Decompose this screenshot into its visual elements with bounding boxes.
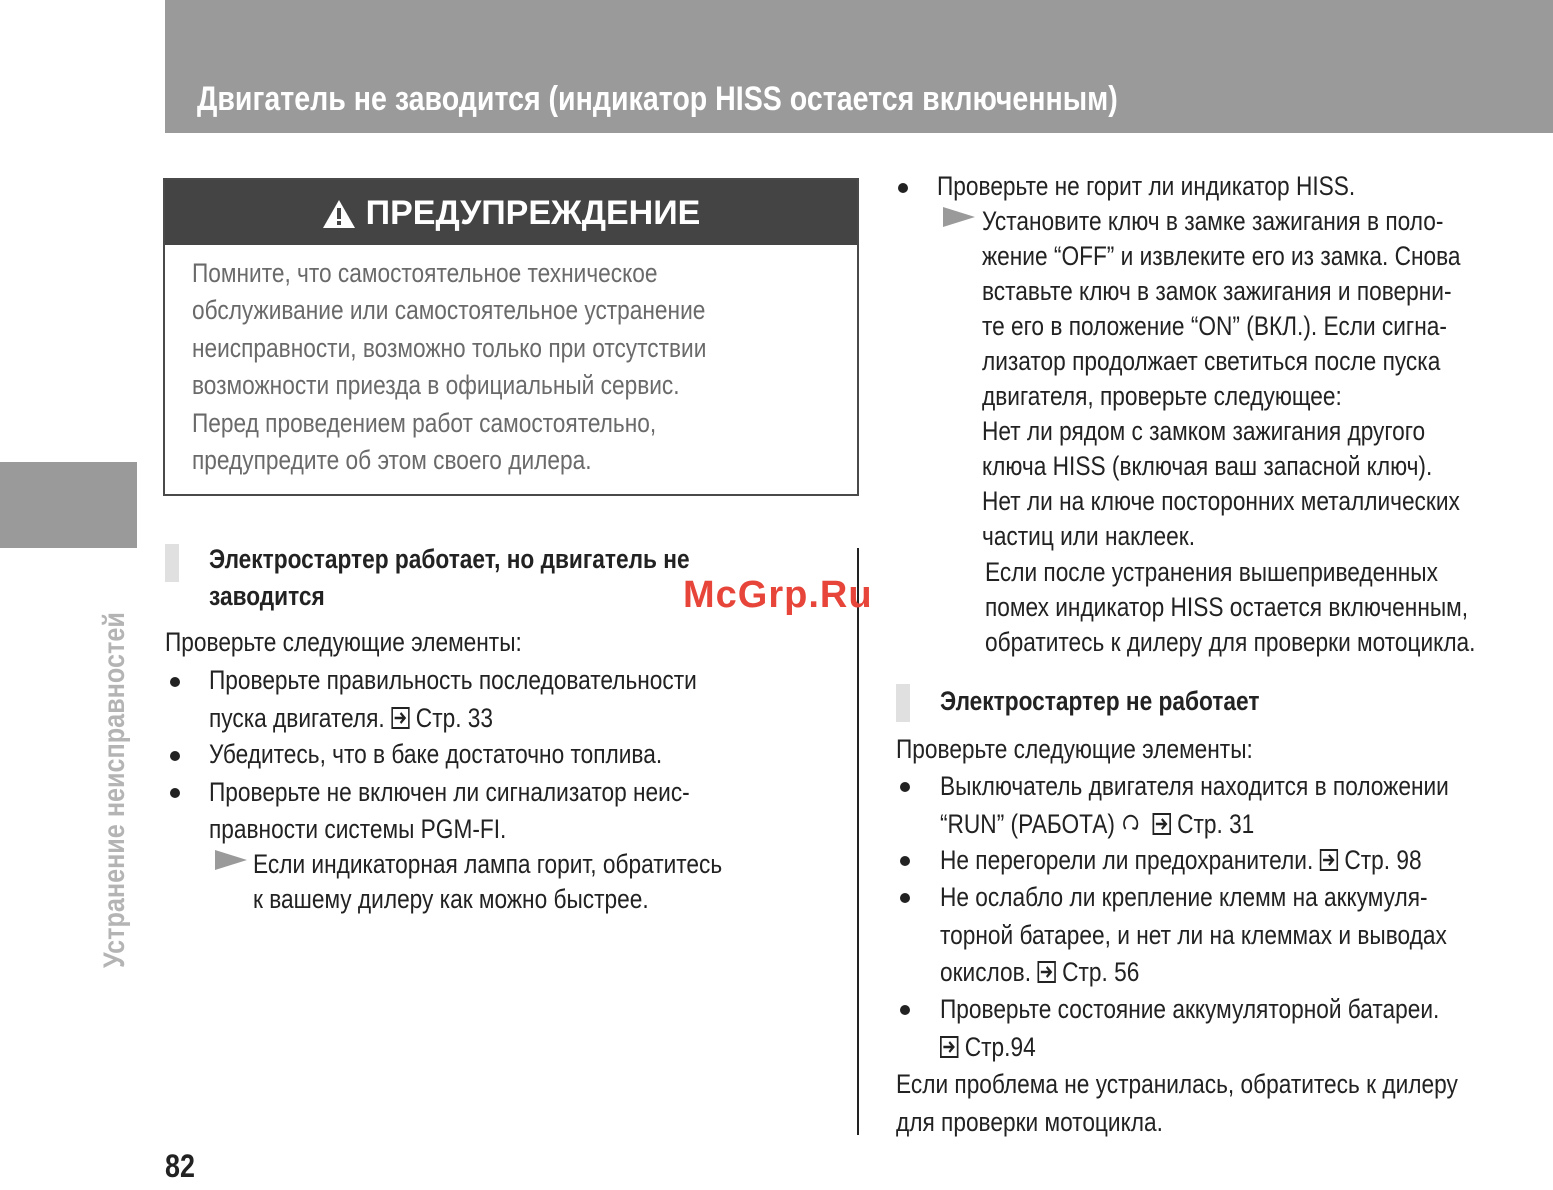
note-text: Если после устранения вышеприведенных bbox=[985, 557, 1438, 587]
page-reference: Стр. 31 bbox=[1177, 809, 1255, 839]
page-ref-icon bbox=[1037, 961, 1055, 983]
bullet-icon bbox=[170, 677, 180, 687]
section-heading: Электростартер работает, но двигатель не bbox=[209, 544, 690, 574]
warning-line: предупредите об этом своего дилера. bbox=[192, 445, 592, 475]
page-reference: Стр. 33 bbox=[415, 703, 494, 733]
warning-line: обслуживание или самостоятельное устранение bbox=[192, 295, 706, 325]
bullet-icon bbox=[900, 1005, 910, 1015]
list-item: пуска двигателя. Стр. 33 bbox=[209, 703, 494, 733]
list-item: окислов. Стр. 56 bbox=[940, 957, 1140, 987]
page-ref-icon bbox=[391, 707, 409, 729]
warning-title: ПРЕДУПРЕЖДЕНИЕ bbox=[365, 194, 701, 232]
note-text: обратитесь к дилеру для проверки мотоцикла. bbox=[985, 627, 1476, 657]
section-heading: Электростартер не работает bbox=[940, 686, 1260, 716]
bullet-icon bbox=[900, 893, 910, 903]
note-text: двигателя, проверьте следующее: bbox=[982, 381, 1342, 411]
section-tab bbox=[0, 462, 137, 548]
bullet-icon bbox=[170, 751, 180, 761]
section-intro: Проверьте следующие элементы: bbox=[896, 734, 1253, 764]
page-reference: Стр. 56 bbox=[1062, 957, 1140, 987]
note-text: те его в положение “ON” (ВКЛ.). Если сигна- bbox=[982, 311, 1447, 341]
page-reference: Стр. 98 bbox=[1344, 845, 1422, 875]
list-item: правности системы PGM-FI. bbox=[209, 814, 507, 844]
note-text: частиц или наклеек. bbox=[982, 521, 1195, 551]
section-intro: Проверьте следующие элементы: bbox=[165, 627, 522, 657]
section-outro: Если проблема не устранилась, обратитесь к дилеру bbox=[896, 1069, 1458, 1099]
note-text: Нет ли на ключе посторонних металлических bbox=[982, 486, 1460, 516]
page-ref-icon bbox=[1320, 849, 1338, 871]
column-divider bbox=[857, 548, 859, 1135]
section-heading: заводится bbox=[209, 581, 325, 611]
warning-header bbox=[165, 180, 857, 245]
note-text: к вашему дилеру как можно быстрее. bbox=[253, 884, 649, 914]
warning-line: Помните, что самостоятельное техническое bbox=[192, 258, 658, 288]
page-ref-icon bbox=[1152, 813, 1170, 835]
list-item: Не перегорели ли предохранители. Стр. 98 bbox=[940, 845, 1422, 875]
heading-marker bbox=[896, 684, 910, 722]
bullet-icon bbox=[898, 183, 908, 193]
note-text: вставьте ключ в замок зажигания и поверни- bbox=[982, 276, 1452, 306]
list-item: Проверьте не горит ли индикатор HISS. bbox=[937, 171, 1356, 201]
note-text: помех индикатор HISS остается включенным, bbox=[985, 592, 1469, 622]
list-item: Проверьте не включен ли сигнализатор неис- bbox=[209, 777, 690, 807]
section-outro: для проверки мотоцикла. bbox=[896, 1107, 1163, 1137]
page-ref-icon bbox=[940, 1036, 958, 1058]
list-item: Не ослабло ли крепление клемм на аккумуля- bbox=[940, 882, 1428, 912]
page-reference: Стр.94 bbox=[964, 1032, 1036, 1062]
warning-triangle-icon bbox=[322, 199, 356, 229]
bullet-icon bbox=[900, 856, 910, 866]
list-item: Проверьте правильность последовательности bbox=[209, 665, 697, 695]
warning-line: возможности приезда в официальный сервис. bbox=[192, 370, 680, 400]
list-item bbox=[940, 1029, 1036, 1066]
list-item: Проверьте состояние аккумуляторной батареи. bbox=[940, 994, 1440, 1024]
list-item: Убедитесь, что в баке достаточно топлива. bbox=[209, 739, 663, 769]
list-item: торной батарее, и нет ли на клеммах и выводах bbox=[940, 920, 1447, 950]
warning-line: неисправности, возможно только при отсутствии bbox=[192, 333, 707, 363]
note-flag-icon bbox=[214, 849, 248, 871]
list-item: “RUN” (РАБОТА) Стр. 31 bbox=[940, 809, 1255, 839]
warning-line: Перед проведением работ самостоятельно, bbox=[192, 408, 657, 438]
note-text: Нет ли рядом с замком зажигания другого bbox=[982, 416, 1426, 446]
page-number: 82 bbox=[165, 1148, 195, 1184]
note-text: Если индикаторная лампа горит, обратитесь bbox=[253, 849, 723, 879]
list-item: Выключатель двигателя находится в положении bbox=[940, 771, 1449, 801]
section-side-label: Устранение неисправностей bbox=[98, 612, 131, 968]
note-flag-icon bbox=[942, 206, 976, 228]
bullet-icon bbox=[900, 782, 910, 792]
engine-run-icon bbox=[1121, 813, 1139, 835]
note-text: лизатор продолжает светиться после пуска bbox=[982, 346, 1441, 376]
bullet-icon bbox=[170, 788, 180, 798]
heading-marker bbox=[165, 544, 179, 582]
note-text: ключа HISS (включая ваш запасной ключ). bbox=[982, 451, 1433, 481]
watermark: McGrp.Ru bbox=[683, 574, 873, 616]
note-text: жение “OFF” и извлеките его из замка. Снова bbox=[982, 241, 1461, 271]
note-text: Установите ключ в замке зажигания в поло- bbox=[982, 206, 1444, 236]
page-title: Двигатель не заводится (индикатор HISS остается включенным) bbox=[197, 80, 1118, 118]
